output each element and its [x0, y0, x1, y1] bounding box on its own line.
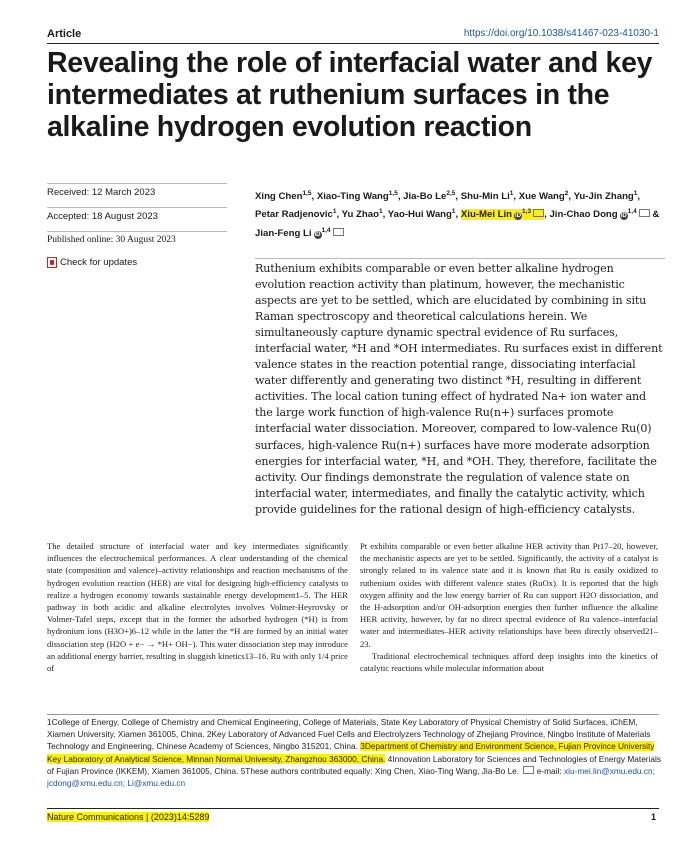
doi-link[interactable]: https://doi.org/10.1038/s41467-023-41030-1	[463, 28, 659, 39]
check-updates-label: Check for updates	[60, 257, 138, 268]
footer-divider	[47, 808, 659, 809]
body-paragraph: Traditional electrochemical techniques afford deep insights into the kinetics of catalytic reactions while molecular information about	[360, 650, 658, 674]
author-name[interactable]: Yu-Jin Zhang$^1$	[573, 190, 638, 203]
email-icon[interactable]	[639, 209, 650, 217]
article-title: Revealing the role of interfacial water and key intermediates at ruthenium surfaces in the alkaline hydrogen evolution reaction	[47, 47, 653, 143]
author-name[interactable]: Xue Wang$^2$	[518, 190, 569, 203]
author-conjunction: &	[652, 209, 660, 221]
accepted-date: Accepted: 18 August 2023	[47, 207, 227, 222]
journal-citation: Nature Communications | (2023)14:5289	[47, 812, 210, 822]
email-icon[interactable]	[533, 209, 544, 217]
affiliation-text: 1College of Energy, College of Chemistry and Chemical Engineering, College of Materials, State Key Laboratory of Physical Chemistry of Solid Surfaces, iChEM, Xiamen University, Xiamen 361005, China. 2Key Laboratory of Advanced Fuel Cells and Electrolyzers Technology of Zhejiang Province, Ningbo Institute of Materials Technology and Engineering, Chinese Academy of Sciences, Ningbo 315201, China.	[47, 717, 651, 752]
check-for-updates-button[interactable]	[47, 257, 137, 268]
header-divider	[47, 43, 659, 44]
orcid-icon[interactable]: iD	[314, 231, 321, 238]
author-name-highlighted[interactable]: Xiu-Mei Lin iD$^{1,3}$	[461, 209, 544, 220]
abstract: Ruthenium exhibits comparable or even better alkaline hydrogen evolution reaction activity than platinum, however, the mechanistic aspects are yet to be settled, which are elucidated by combining in situ Raman spectroscopy and theoretical calculations herein. We simultaneously capture dynamic spectral evidence of Ru surfaces, interfacial water, *H and *OH intermediates. Ru surfaces exist in different valence states in the reaction potential range, dissociating interfacial water differently and generating two distinct *H, resulting in different activities. The local cation tuning effect of hydrated Na+ ion water and the large work function of high-valence Ru(n+) surfaces promote interfacial water dissociation. Moreover, compared to low-valence Ru(0) surfaces, high-valence Ru(n+) surfaces have more moderate adsorption energies for interfacial water, *H, and *OH. They, therefore, facilitate the activity. Our findings demonstrate the regulation of valence state on interfacial water, intermediates, and finally the catalytic activity, which provide guidelines for the rational design of high-efficiency catalysts.	[255, 258, 665, 518]
affiliation-text-highlighted: 3Department of Chemistry and Environment Science, Fujian Province University Key Laboratory of Analytical Science, Minnan Normal University, Zhangzhou 363000, China.	[47, 741, 655, 764]
email-icon[interactable]	[333, 228, 344, 236]
email-label: e-mail:	[536, 765, 562, 776]
footnote-divider	[47, 714, 659, 715]
published-date: Published online: 30 August 2023	[47, 231, 227, 245]
article-type-label: Article	[47, 28, 82, 40]
author-name[interactable]: Jian-Feng Li iD$^{1,4}$	[255, 228, 344, 239]
body-column-right	[360, 540, 658, 674]
received-date: Received: 12 March 2023	[47, 183, 227, 198]
author-list: Xing Chen$^{1,5}$, Xiao-Ting Wang$^{1,5}$, Jia-Bo Le$^{2,5}$, Shu-Min Li$^1$, Xue Wang$^2$, Yu-Jin Zhang$^1$, Petar Radjenovic$^1$, Yu Zhao$^1$, Yao-Hui Wang$^1$, Xiu-Mei Lin iD$^{1,3}$ , Jin-Chao Dong iD$^{1,4}$ & Jian-Feng Li iD$^{1,4}$	[255, 190, 660, 239]
body-paragraph: Pt exhibits comparable or even better alkaline HER activity than Pt17–20, however, the mechanistic aspects are yet to be settled. Significantly, the activity of a catalyst is strongly related to its valence state and it is known that Ru is easily oxidized to ruthenium oxides with different valence states (RuOx). It is reported that the high oxygen affinity and the low energy barrier of Ru can support H2O dissociation, and the H-adsorption and/or OH-adsorption energies then further influence the alkaline HER activity, however, by far no direct spectral evidence of Ru valence–interfacial water and intermediates–HER activity relationships have been directly observed21–23.	[360, 541, 658, 649]
affiliation-text: 4Innovation Laboratory for Sciences and Technologies of Energy Materials of Fujian Province (IKKEM), Xiamen 361005, China. 5These authors contributed equally: Xing Chen, Xiao-Ting Wang, Jia-Bo Le.	[47, 753, 662, 776]
author-name[interactable]: Yu Zhao$^1$	[341, 208, 383, 221]
email-links[interactable]: xiu-mei.lin@xmu.edu.cn; jcdong@xmu.edu.cn; Li@xmu.edu.cn	[47, 765, 655, 789]
body-column-left: The detailed structure of interfacial water and key intermediates significantly influences the electrochemical performances. A clear understanding of the chemical state (composition and valence)–activity relationships and reaction mechanisms of the hydrogen evolution reaction (HER) are vital for designing high-efficiency catalysts to realize a hydrogen economy towards sustainable energy development1–5. The HER pathway in both acidic and alkaline electrolytes involves Volmer-Heyrovsky or Volmer-Tafel steps, except that in the former the adsorbed hydrogen (*H) is from hydronium ions (H3O+)6–12 while in the latter the *H are formed by an initial water dissociation step (H2O + e− → *H+ OH−). This water dissociation step may introduce an additional energy barrier, resulting in sluggish kinetics13–16. Ru with only 1/4 price of	[47, 541, 348, 674]
author-name[interactable]: Xing Chen$^{1,5}$	[255, 190, 312, 203]
page-number: 1	[650, 812, 656, 822]
author-name[interactable]: Xiao-Ting Wang$^{1,5}$	[316, 190, 398, 203]
email-icon	[523, 766, 534, 774]
orcid-icon[interactable]: iD	[515, 213, 522, 220]
affiliations-footnote	[47, 716, 662, 789]
author-name[interactable]: Jia-Bo Le$^{2,5}$	[403, 190, 456, 203]
check-updates-icon	[47, 257, 57, 268]
author-name[interactable]: Jin-Chao Dong iD$^{1,4}$	[549, 209, 649, 220]
orcid-icon[interactable]: iD	[620, 213, 627, 220]
author-name[interactable]: Petar Radjenovic$^1$	[255, 208, 337, 221]
author-name[interactable]: Yao-Hui Wang$^1$	[387, 208, 456, 221]
author-name[interactable]: Shu-Min Li$^1$	[460, 190, 514, 203]
